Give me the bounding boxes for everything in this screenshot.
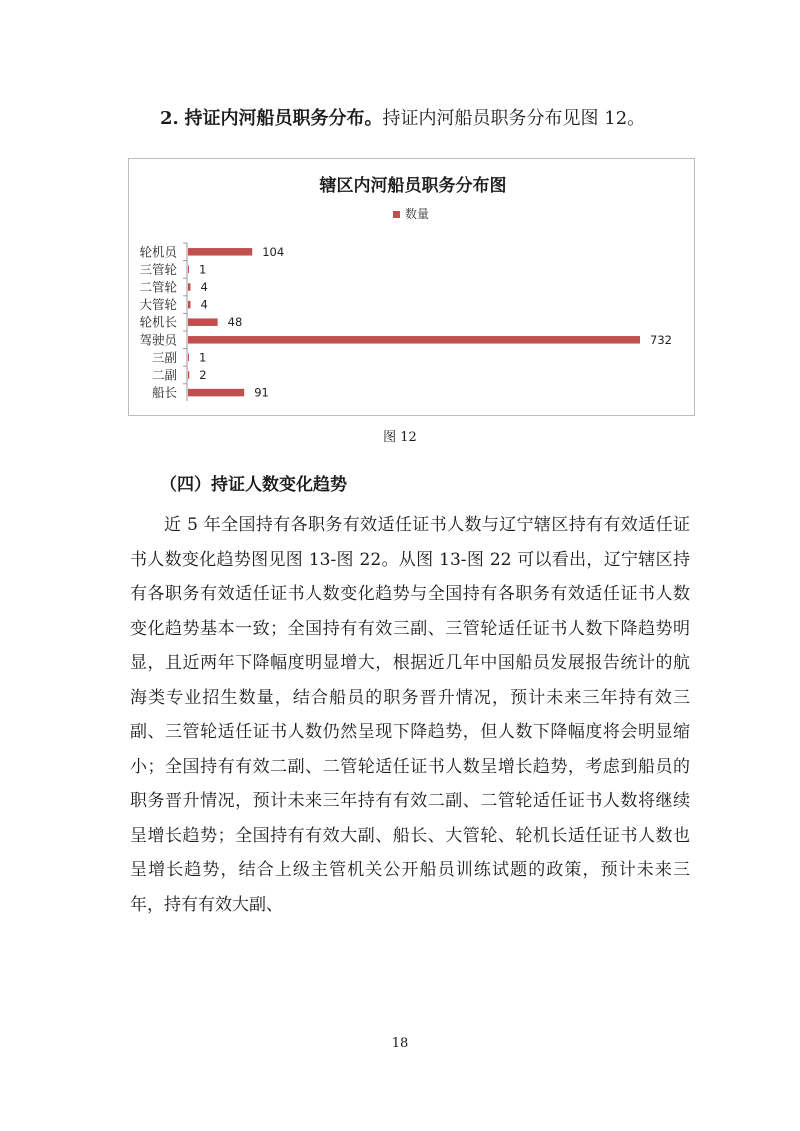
legend-swatch bbox=[393, 211, 400, 218]
data-label: 2 bbox=[199, 368, 207, 382]
category-label: 大管轮 bbox=[139, 297, 177, 313]
bar bbox=[188, 354, 189, 362]
bar bbox=[188, 248, 252, 256]
bar bbox=[188, 371, 189, 379]
bar bbox=[188, 336, 640, 344]
category-label: 二管轮 bbox=[139, 279, 177, 295]
page-number: 18 bbox=[391, 1036, 409, 1051]
data-label: 1 bbox=[199, 262, 207, 277]
category-label: 二副 bbox=[151, 367, 177, 383]
chart-title: 辖区内河船员职务分布图 bbox=[319, 176, 507, 196]
data-label: 48 bbox=[227, 315, 243, 330]
category-label: 船长 bbox=[151, 385, 177, 401]
bar bbox=[188, 389, 244, 397]
heading-bold-text: 持证内河船员职务分布。 bbox=[184, 108, 383, 129]
category-label: 驾驶员 bbox=[139, 332, 177, 348]
category-label: 轮机员 bbox=[139, 244, 177, 260]
data-label: 91 bbox=[254, 385, 269, 400]
data-label: 4 bbox=[200, 297, 208, 312]
category-label: 轮机长 bbox=[139, 314, 177, 330]
body-paragraph: 近 5 年全国持有各职务有效适任证书人数与辽宁辖区持有有效适任证书人数变化趋势图见图 13-图 22。从图 13-图 22 可以看出，辽宁辖区持有各职务有效适任证书人数变化趋势与全国持有各职务有效适任证书人数变化趋势基本一致；全国持有有效三副、三管轮适任证书人数下降趋势明显，且近两年下降幅度明显增大，根据近几年中国船员发展报告统计的航海类专业招生数量，结合船员的职务晋升情况，预计未来三年持有效三副、三管轮适任证书人数仍然呈现下降趋势，但人数下降幅度将会明显缩小；全国持有有效二副、二管轮适任证书人数呈增长趋势，考虑到船员的职务晋升情况，预计未来三年持有有效二副、二管轮适任证书人数将继续呈增长趋势；全国持有有效大副、船长、大管轮、轮机长适任证书人数也呈增长趋势，结合上级主管机关公开船员训练试题的政策，预计未来三年，持有有效大副、 bbox=[130, 515, 690, 915]
bar bbox=[188, 283, 190, 291]
bar bbox=[188, 318, 218, 326]
subheading: （四）持证人数变化趋势 bbox=[160, 475, 347, 495]
data-label: 1 bbox=[199, 350, 207, 365]
bar bbox=[188, 266, 189, 274]
chart-svg bbox=[129, 159, 696, 417]
category-label: 三副 bbox=[151, 349, 177, 365]
section-heading bbox=[160, 104, 645, 130]
data-label: 732 bbox=[650, 332, 672, 347]
legend-label: 数量 bbox=[405, 207, 430, 221]
figure-caption: 图 12 bbox=[383, 430, 417, 445]
heading-number: 2. bbox=[160, 108, 179, 129]
bar-chart bbox=[128, 158, 695, 416]
bars-group bbox=[139, 243, 671, 400]
bar bbox=[188, 301, 190, 309]
data-label: 104 bbox=[262, 244, 285, 259]
category-label: 三管轮 bbox=[139, 261, 177, 277]
data-label: 4 bbox=[200, 280, 208, 294]
heading-rest-text: 持证内河船员职务分布见图 12。 bbox=[382, 108, 646, 129]
